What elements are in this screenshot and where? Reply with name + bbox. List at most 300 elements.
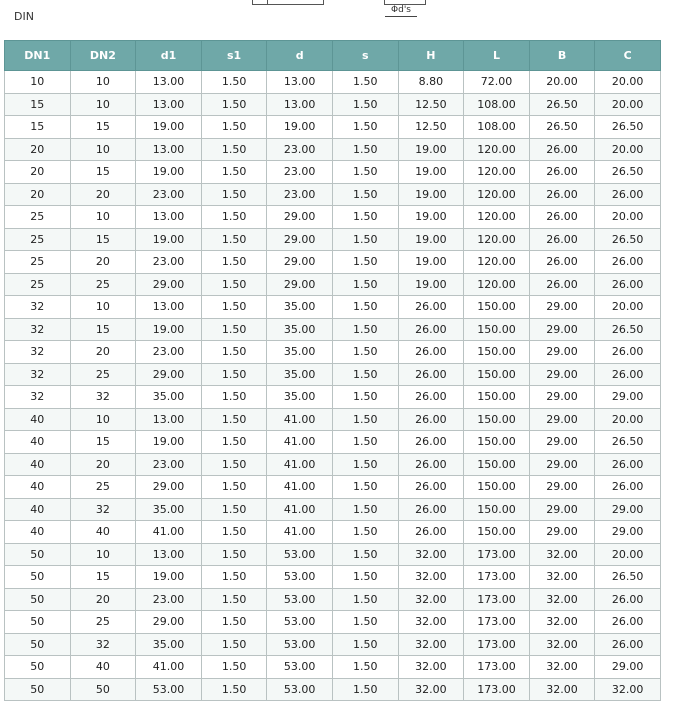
table-cell-d: 35.00 — [267, 341, 333, 364]
table-cell-b: 29.00 — [529, 498, 595, 521]
table-row — [5, 408, 661, 431]
table-cell-dn2: 40 — [70, 656, 136, 679]
table-cell-c: 20.00 — [595, 296, 661, 319]
table-cell-dn2: 15 — [70, 318, 136, 341]
table-cell-dn1: 50 — [5, 678, 71, 701]
table-cell-b: 26.00 — [529, 206, 595, 229]
table-row — [5, 116, 661, 139]
table-row — [5, 476, 661, 499]
table-cell-l: 173.00 — [464, 656, 530, 679]
table-cell-h: 19.00 — [398, 138, 464, 161]
table-cell-h: 19.00 — [398, 183, 464, 206]
table-cell-c: 20.00 — [595, 206, 661, 229]
table-cell-s: 1.50 — [332, 363, 398, 386]
table-cell-s1: 1.50 — [201, 93, 267, 116]
table-cell-h: 26.00 — [398, 318, 464, 341]
table-cell-h: 26.00 — [398, 408, 464, 431]
table-cell-d: 23.00 — [267, 138, 333, 161]
table-cell-s: 1.50 — [332, 161, 398, 184]
table-cell-b: 32.00 — [529, 588, 595, 611]
column-header: d1 — [136, 41, 202, 71]
table-cell-b: 26.00 — [529, 273, 595, 296]
table-cell-d1: 23.00 — [136, 453, 202, 476]
table-cell-dn2: 10 — [70, 206, 136, 229]
table-row — [5, 498, 661, 521]
table-cell-s: 1.50 — [332, 273, 398, 296]
table-cell-s: 1.50 — [332, 611, 398, 634]
table-cell-c: 26.00 — [595, 251, 661, 274]
table-cell-h: 32.00 — [398, 588, 464, 611]
table-cell-h: 26.00 — [398, 386, 464, 409]
table-cell-b: 32.00 — [529, 678, 595, 701]
table-cell-l: 150.00 — [464, 408, 530, 431]
table-cell-c: 26.00 — [595, 611, 661, 634]
table-cell-d: 29.00 — [267, 206, 333, 229]
table-cell-d1: 19.00 — [136, 228, 202, 251]
table-cell-d: 41.00 — [267, 453, 333, 476]
table-cell-s: 1.50 — [332, 566, 398, 589]
table-cell-l: 72.00 — [464, 71, 530, 94]
column-header: C — [595, 41, 661, 71]
table-cell-dn1: 50 — [5, 543, 71, 566]
table-cell-dn2: 20 — [70, 251, 136, 274]
table-cell-c: 29.00 — [595, 498, 661, 521]
table-cell-s1: 1.50 — [201, 206, 267, 229]
table-cell-l: 150.00 — [464, 318, 530, 341]
table-cell-dn2: 20 — [70, 588, 136, 611]
table-cell-dn1: 40 — [5, 408, 71, 431]
table-row — [5, 656, 661, 679]
table-cell-dn1: 25 — [5, 206, 71, 229]
table-cell-h: 26.00 — [398, 431, 464, 454]
table-cell-d1: 13.00 — [136, 296, 202, 319]
table-cell-b: 29.00 — [529, 476, 595, 499]
table-cell-d: 53.00 — [267, 678, 333, 701]
table-cell-b: 32.00 — [529, 633, 595, 656]
table-cell-s: 1.50 — [332, 521, 398, 544]
table-cell-dn1: 40 — [5, 431, 71, 454]
table-cell-dn1: 25 — [5, 251, 71, 274]
table-cell-dn2: 20 — [70, 183, 136, 206]
table-row — [5, 161, 661, 184]
drawing-fragment-left — [252, 0, 324, 5]
table-cell-h: 19.00 — [398, 251, 464, 274]
table-cell-c: 29.00 — [595, 521, 661, 544]
table-cell-d1: 13.00 — [136, 408, 202, 431]
table-body — [5, 71, 661, 701]
table-cell-s1: 1.50 — [201, 363, 267, 386]
table-cell-d1: 41.00 — [136, 521, 202, 544]
table-cell-dn1: 40 — [5, 521, 71, 544]
table-cell-b: 26.00 — [529, 161, 595, 184]
table-cell-c: 20.00 — [595, 93, 661, 116]
table-cell-l: 150.00 — [464, 363, 530, 386]
table-cell-dn1: 50 — [5, 611, 71, 634]
table-cell-d: 53.00 — [267, 656, 333, 679]
table-cell-b: 26.50 — [529, 93, 595, 116]
table-cell-s1: 1.50 — [201, 611, 267, 634]
table-cell-h: 19.00 — [398, 228, 464, 251]
table-cell-dn2: 15 — [70, 228, 136, 251]
table-cell-d: 53.00 — [267, 566, 333, 589]
table-cell-d1: 29.00 — [136, 476, 202, 499]
table-cell-s: 1.50 — [332, 453, 398, 476]
table-row — [5, 363, 661, 386]
table-cell-d1: 29.00 — [136, 273, 202, 296]
table-cell-dn1: 32 — [5, 363, 71, 386]
table-cell-h: 32.00 — [398, 566, 464, 589]
table-cell-b: 32.00 — [529, 543, 595, 566]
table-header-row — [5, 41, 661, 71]
table-cell-s1: 1.50 — [201, 498, 267, 521]
table-cell-h: 12.50 — [398, 93, 464, 116]
table-cell-h: 26.00 — [398, 296, 464, 319]
table-cell-c: 26.00 — [595, 183, 661, 206]
table-cell-dn2: 25 — [70, 273, 136, 296]
table-cell-d1: 19.00 — [136, 431, 202, 454]
table-cell-dn2: 15 — [70, 431, 136, 454]
table-cell-s1: 1.50 — [201, 453, 267, 476]
table-row — [5, 251, 661, 274]
table-cell-s1: 1.50 — [201, 431, 267, 454]
table-cell-s1: 1.50 — [201, 476, 267, 499]
table-cell-d: 41.00 — [267, 431, 333, 454]
table-cell-d: 29.00 — [267, 273, 333, 296]
table-cell-b: 29.00 — [529, 521, 595, 544]
table-cell-b: 32.00 — [529, 611, 595, 634]
table-cell-d: 53.00 — [267, 588, 333, 611]
table-cell-dn1: 10 — [5, 71, 71, 94]
table-cell-d1: 35.00 — [136, 386, 202, 409]
table-cell-b: 29.00 — [529, 341, 595, 364]
table-cell-s: 1.50 — [332, 93, 398, 116]
table-cell-dn1: 50 — [5, 566, 71, 589]
table-cell-d: 41.00 — [267, 521, 333, 544]
table-cell-d: 23.00 — [267, 161, 333, 184]
table-cell-s: 1.50 — [332, 116, 398, 139]
table-cell-d: 19.00 — [267, 116, 333, 139]
table-cell-b: 29.00 — [529, 386, 595, 409]
table-cell-l: 120.00 — [464, 228, 530, 251]
table-cell-s: 1.50 — [332, 408, 398, 431]
table-cell-b: 29.00 — [529, 431, 595, 454]
table-cell-d1: 23.00 — [136, 251, 202, 274]
table-cell-c: 26.00 — [595, 633, 661, 656]
standard-label: DIN — [14, 10, 34, 23]
table-cell-dn2: 32 — [70, 498, 136, 521]
table-row — [5, 206, 661, 229]
table-cell-c: 32.00 — [595, 678, 661, 701]
table-cell-dn1: 25 — [5, 273, 71, 296]
table-cell-l: 173.00 — [464, 611, 530, 634]
table-cell-d: 41.00 — [267, 408, 333, 431]
table-cell-c: 29.00 — [595, 386, 661, 409]
table-cell-dn1: 40 — [5, 453, 71, 476]
table-cell-c: 20.00 — [595, 543, 661, 566]
table-cell-l: 173.00 — [464, 566, 530, 589]
column-header: s — [332, 41, 398, 71]
table-cell-s1: 1.50 — [201, 273, 267, 296]
table-cell-s1: 1.50 — [201, 138, 267, 161]
table-cell-dn2: 10 — [70, 93, 136, 116]
table-cell-s1: 1.50 — [201, 228, 267, 251]
table-cell-h: 32.00 — [398, 543, 464, 566]
table-cell-l: 120.00 — [464, 206, 530, 229]
table-cell-b: 29.00 — [529, 318, 595, 341]
table-cell-d: 35.00 — [267, 363, 333, 386]
table-cell-dn1: 50 — [5, 656, 71, 679]
table-cell-l: 120.00 — [464, 251, 530, 274]
table-cell-b: 29.00 — [529, 363, 595, 386]
table-cell-c: 26.00 — [595, 341, 661, 364]
table-cell-l: 150.00 — [464, 386, 530, 409]
table-cell-d: 35.00 — [267, 296, 333, 319]
table-cell-s: 1.50 — [332, 206, 398, 229]
table-cell-c: 26.50 — [595, 116, 661, 139]
table-cell-s: 1.50 — [332, 633, 398, 656]
table-cell-s1: 1.50 — [201, 116, 267, 139]
table-cell-dn1: 40 — [5, 476, 71, 499]
table-cell-h: 19.00 — [398, 161, 464, 184]
table-cell-s1: 1.50 — [201, 588, 267, 611]
table-row — [5, 228, 661, 251]
table-cell-s1: 1.50 — [201, 183, 267, 206]
table-cell-s: 1.50 — [332, 228, 398, 251]
table-row — [5, 633, 661, 656]
table-cell-dn1: 20 — [5, 161, 71, 184]
column-header: H — [398, 41, 464, 71]
table-cell-d1: 13.00 — [136, 138, 202, 161]
table-cell-s1: 1.50 — [201, 386, 267, 409]
table-cell-dn2: 32 — [70, 633, 136, 656]
table-cell-s: 1.50 — [332, 386, 398, 409]
table-cell-d: 29.00 — [267, 251, 333, 274]
dimension-table — [4, 40, 661, 701]
table-row — [5, 318, 661, 341]
table-cell-h: 12.50 — [398, 116, 464, 139]
table-cell-c: 26.50 — [595, 431, 661, 454]
table-cell-b: 29.00 — [529, 408, 595, 431]
table-cell-dn1: 40 — [5, 498, 71, 521]
table-cell-l: 108.00 — [464, 116, 530, 139]
table-cell-d1: 23.00 — [136, 341, 202, 364]
table-cell-s1: 1.50 — [201, 296, 267, 319]
table-cell-d1: 53.00 — [136, 678, 202, 701]
table-cell-d: 53.00 — [267, 543, 333, 566]
table-cell-b: 26.00 — [529, 251, 595, 274]
table-cell-c: 26.00 — [595, 476, 661, 499]
table-cell-d: 41.00 — [267, 498, 333, 521]
table-cell-h: 32.00 — [398, 611, 464, 634]
table-cell-l: 173.00 — [464, 678, 530, 701]
table-cell-d: 53.00 — [267, 611, 333, 634]
table-cell-dn2: 32 — [70, 386, 136, 409]
table-cell-d1: 19.00 — [136, 566, 202, 589]
table-cell-l: 150.00 — [464, 498, 530, 521]
table-cell-s1: 1.50 — [201, 633, 267, 656]
table-row — [5, 566, 661, 589]
table-cell-h: 8.80 — [398, 71, 464, 94]
table-cell-dn2: 10 — [70, 296, 136, 319]
table-cell-l: 120.00 — [464, 138, 530, 161]
table-cell-s: 1.50 — [332, 183, 398, 206]
table-cell-d: 41.00 — [267, 476, 333, 499]
table-cell-l: 150.00 — [464, 521, 530, 544]
table-cell-l: 150.00 — [464, 341, 530, 364]
table-cell-dn1: 32 — [5, 296, 71, 319]
table-cell-d1: 13.00 — [136, 206, 202, 229]
column-header: L — [464, 41, 530, 71]
table-cell-c: 26.00 — [595, 588, 661, 611]
table-cell-c: 26.50 — [595, 161, 661, 184]
table-cell-h: 26.00 — [398, 453, 464, 476]
table-cell-s: 1.50 — [332, 431, 398, 454]
table-cell-d1: 19.00 — [136, 318, 202, 341]
column-header: B — [529, 41, 595, 71]
table-row — [5, 386, 661, 409]
table-cell-dn1: 50 — [5, 633, 71, 656]
table-cell-b: 26.00 — [529, 228, 595, 251]
table-cell-dn2: 20 — [70, 341, 136, 364]
table-row — [5, 183, 661, 206]
table-cell-s: 1.50 — [332, 138, 398, 161]
table-cell-c: 20.00 — [595, 408, 661, 431]
table-cell-l: 150.00 — [464, 296, 530, 319]
table-cell-h: 26.00 — [398, 341, 464, 364]
table-cell-s: 1.50 — [332, 543, 398, 566]
table-cell-s1: 1.50 — [201, 341, 267, 364]
table-cell-c: 26.50 — [595, 228, 661, 251]
table-cell-s: 1.50 — [332, 476, 398, 499]
table-cell-l: 150.00 — [464, 453, 530, 476]
table-cell-d: 53.00 — [267, 633, 333, 656]
table-cell-b: 29.00 — [529, 453, 595, 476]
column-header: s1 — [201, 41, 267, 71]
table-cell-l: 150.00 — [464, 431, 530, 454]
table-cell-h: 26.00 — [398, 476, 464, 499]
table-cell-s1: 1.50 — [201, 678, 267, 701]
table-cell-dn2: 10 — [70, 71, 136, 94]
table-cell-s: 1.50 — [332, 678, 398, 701]
table-cell-s: 1.50 — [332, 341, 398, 364]
table-cell-dn2: 25 — [70, 476, 136, 499]
table-cell-dn1: 25 — [5, 228, 71, 251]
table-row — [5, 296, 661, 319]
table-cell-c: 20.00 — [595, 138, 661, 161]
column-header: DN1 — [5, 41, 71, 71]
table-cell-d1: 35.00 — [136, 498, 202, 521]
table-cell-b: 32.00 — [529, 656, 595, 679]
table-cell-c: 26.00 — [595, 273, 661, 296]
table-cell-dn2: 50 — [70, 678, 136, 701]
table-row — [5, 521, 661, 544]
table-cell-b: 32.00 — [529, 566, 595, 589]
table-cell-h: 32.00 — [398, 633, 464, 656]
table-cell-dn2: 15 — [70, 566, 136, 589]
table-cell-h: 26.00 — [398, 363, 464, 386]
table-cell-dn1: 15 — [5, 93, 71, 116]
table-cell-h: 19.00 — [398, 273, 464, 296]
table-cell-b: 29.00 — [529, 296, 595, 319]
table-cell-dn1: 32 — [5, 341, 71, 364]
table-cell-dn2: 15 — [70, 161, 136, 184]
table-cell-dn1: 20 — [5, 138, 71, 161]
table-cell-d1: 29.00 — [136, 611, 202, 634]
table-cell-s1: 1.50 — [201, 71, 267, 94]
table-cell-l: 108.00 — [464, 93, 530, 116]
diameter-symbol-label: Φd's — [385, 4, 417, 17]
table-cell-d1: 41.00 — [136, 656, 202, 679]
table-cell-h: 26.00 — [398, 521, 464, 544]
table-cell-l: 120.00 — [464, 161, 530, 184]
table-cell-c: 26.50 — [595, 566, 661, 589]
table-row — [5, 588, 661, 611]
table-cell-d1: 19.00 — [136, 116, 202, 139]
table-cell-dn2: 10 — [70, 543, 136, 566]
table-row — [5, 93, 661, 116]
table-cell-d: 35.00 — [267, 318, 333, 341]
table-cell-h: 32.00 — [398, 656, 464, 679]
table-cell-s1: 1.50 — [201, 408, 267, 431]
table-cell-h: 19.00 — [398, 206, 464, 229]
table-row — [5, 431, 661, 454]
table-cell-dn1: 50 — [5, 588, 71, 611]
column-header: DN2 — [70, 41, 136, 71]
table-row — [5, 71, 661, 94]
table-cell-s1: 1.50 — [201, 251, 267, 274]
table-row — [5, 611, 661, 634]
table-cell-d1: 29.00 — [136, 363, 202, 386]
table-cell-s: 1.50 — [332, 71, 398, 94]
table-cell-d1: 13.00 — [136, 71, 202, 94]
table-cell-d: 13.00 — [267, 71, 333, 94]
table-cell-s: 1.50 — [332, 296, 398, 319]
table-cell-s: 1.50 — [332, 251, 398, 274]
table-cell-d1: 19.00 — [136, 161, 202, 184]
table-cell-h: 26.00 — [398, 498, 464, 521]
table-cell-s: 1.50 — [332, 498, 398, 521]
table-cell-s: 1.50 — [332, 588, 398, 611]
table-cell-d1: 23.00 — [136, 183, 202, 206]
table-row — [5, 273, 661, 296]
table-cell-dn2: 15 — [70, 116, 136, 139]
table-cell-dn2: 20 — [70, 453, 136, 476]
table-cell-s: 1.50 — [332, 318, 398, 341]
table-cell-dn2: 10 — [70, 138, 136, 161]
table-cell-s: 1.50 — [332, 656, 398, 679]
table-cell-s1: 1.50 — [201, 566, 267, 589]
table-row — [5, 341, 661, 364]
column-header: d — [267, 41, 333, 71]
table-cell-s1: 1.50 — [201, 521, 267, 544]
table-cell-dn2: 40 — [70, 521, 136, 544]
table-cell-s1: 1.50 — [201, 161, 267, 184]
table-cell-dn1: 32 — [5, 386, 71, 409]
table-cell-dn2: 25 — [70, 611, 136, 634]
table-cell-l: 120.00 — [464, 183, 530, 206]
table-cell-l: 173.00 — [464, 543, 530, 566]
table-cell-s1: 1.50 — [201, 656, 267, 679]
table-cell-l: 173.00 — [464, 633, 530, 656]
table-cell-h: 32.00 — [398, 678, 464, 701]
table-cell-l: 150.00 — [464, 476, 530, 499]
table-cell-c: 26.00 — [595, 453, 661, 476]
table-cell-b: 20.00 — [529, 71, 595, 94]
table-cell-c: 26.50 — [595, 318, 661, 341]
table-cell-b: 26.50 — [529, 116, 595, 139]
table-cell-d1: 35.00 — [136, 633, 202, 656]
table-cell-dn1: 15 — [5, 116, 71, 139]
